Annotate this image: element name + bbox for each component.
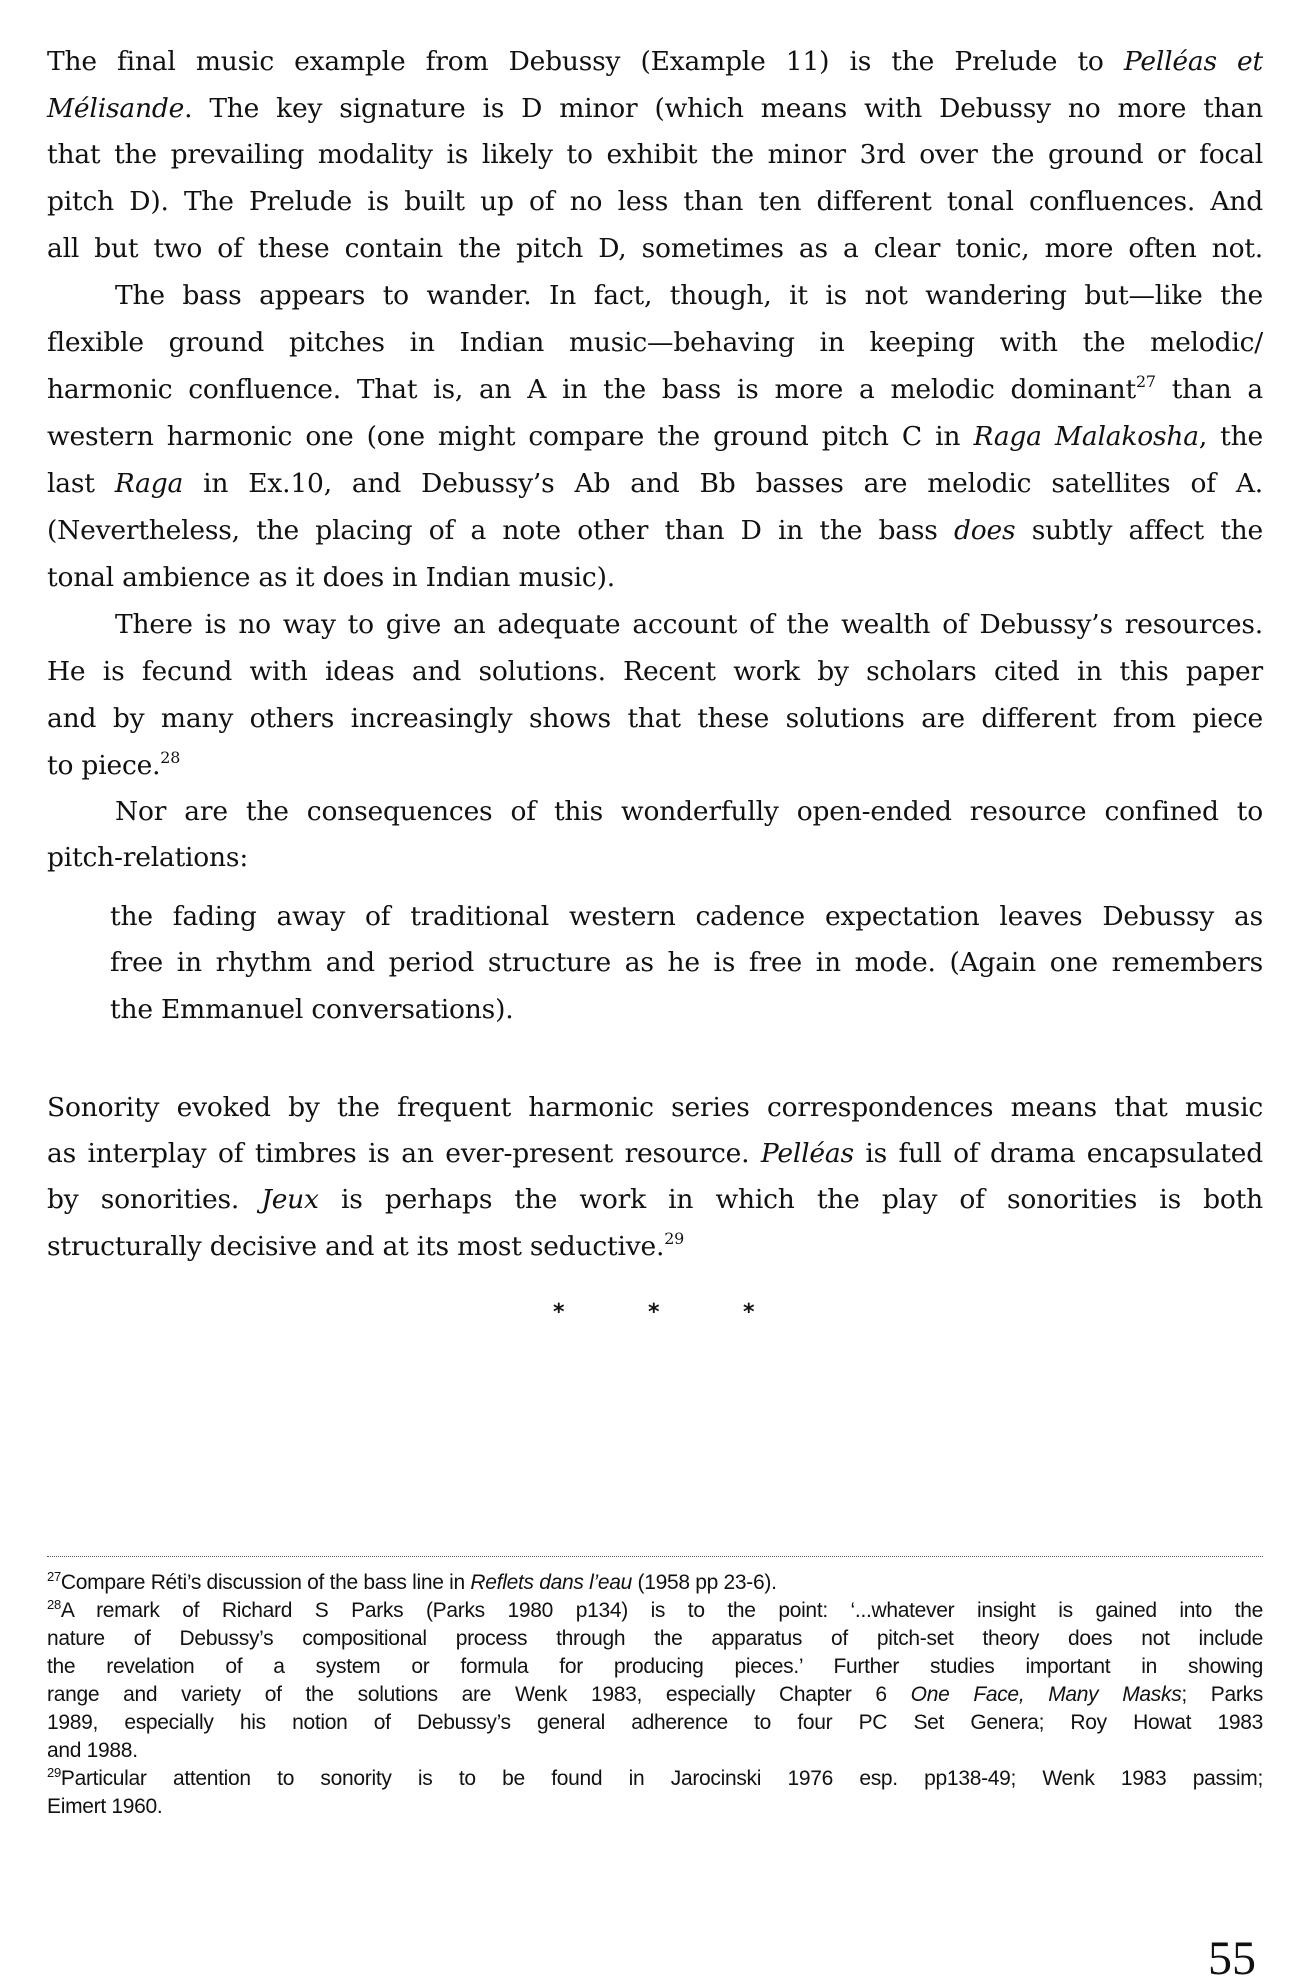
footnote-ref-27[interactable]: 27	[1136, 371, 1156, 391]
text-line: that the prevailing modality is likely to exhibit the minor 3rd over the ground or focal	[47, 139, 1263, 170]
text-line: Mélisande. The key signature is D minor (which means with Debussy no more than	[47, 93, 1263, 124]
text-line: to piece.$^{28}$	[47, 747, 181, 781]
italic-emphasis: does	[953, 515, 1016, 546]
footnote-number: 29	[47, 1765, 61, 1781]
text-line: Nor are the consequences of this wonderfully open-ended resource confined to	[115, 796, 1263, 827]
text-line: tonal ambience as it does in Indian music).	[47, 562, 615, 593]
footnote-ref-28[interactable]: 28	[160, 747, 181, 767]
italic-title: Pelléas et	[1123, 46, 1263, 77]
footnote-29: $^{29}$Particular attention to sonority is to be found in Jarocinski 1976 esp. pp138-49; Wenk 1983 passim;	[47, 1765, 1263, 1790]
italic-title: Jeux	[261, 1184, 319, 1215]
text-line: He is fecund with ideas and solutions. Recent work by scholars cited in this paper	[47, 656, 1263, 687]
page-number: 55	[1208, 1932, 1256, 1985]
footnote-28: $^{28}$A remark of Richard S Parks (Parks 1980 p134) is to the point: ‘...whatever insight is gained into the	[47, 1597, 1263, 1622]
footnote-line: 1989, especially his notion of Debussy’s general adherence to four PC Set Genera; Roy Howat 1983	[47, 1711, 1263, 1734]
quote-line: the fading away of traditional western cadence expectation leaves Debussy as	[110, 901, 1263, 932]
footnote-separator	[47, 1556, 1263, 1557]
text-line: Sonority evoked by the frequent harmonic series correspondences means that music	[47, 1092, 1263, 1123]
quote-line: free in rhythm and period structure as he is free in mode. (Again one remembers	[110, 947, 1263, 978]
italic-title: One Face, Many Masks	[910, 1683, 1182, 1706]
asterisk-icon: *	[743, 1300, 755, 1325]
text-line: as interplay of timbres is an ever-present resource. Pelléas is full of drama encapsulated	[47, 1138, 1263, 1169]
italic-term: Raga	[114, 468, 184, 499]
text-line: and by many others increasingly shows that these solutions are different from piece	[47, 703, 1263, 734]
text-line: western harmonic one (one might compare the ground pitch C in Raga Malakosha, the	[47, 421, 1263, 452]
asterisk-icon: *	[648, 1300, 660, 1325]
text-line: pitch-relations:	[47, 842, 249, 873]
text-line: flexible ground pitches in Indian music—behaving in keeping with the melodic/	[47, 327, 1263, 358]
text-line: pitch D). The Prelude is built up of no less than ten different tonal confluences. And	[47, 186, 1263, 217]
footnote-number: 27	[47, 1569, 61, 1585]
asterisk-icon: *	[553, 1300, 565, 1325]
text-line: The final music example from Debussy (Example 11) is the Prelude to Pelléas et	[47, 46, 1263, 77]
footnote-27: $^{27}$Compare Réti’s discussion of the bass line in Reflets dans l’eau (1958 pp 23-6).	[47, 1569, 777, 1594]
footnote-line: range and variety of the solutions are Wenk 1983, especially Chapter 6 One Face, Many Masks; Parks	[47, 1683, 1263, 1706]
text-line: (Nevertheless, the placing of a note other than D in the bass does subtly affect the	[47, 515, 1264, 546]
text-line: The bass appears to wander. In fact, though, it is not wandering but—like the	[115, 280, 1263, 311]
text-line: all but two of these contain the pitch D, sometimes as a clear tonic, more often not.	[47, 233, 1263, 264]
footnote-line: and 1988.	[47, 1739, 138, 1762]
text-line: by sonorities. Jeux is perhaps the work in which the play of sonorities is both	[47, 1184, 1263, 1215]
italic-title: Reflets dans l’eau	[470, 1571, 632, 1594]
footnote-ref-29[interactable]: 29	[664, 1228, 685, 1248]
text-line: last Raga in Ex.10, and Debussy’s Ab and Bb basses are melodic satellites of A.	[47, 468, 1263, 499]
text-line: harmonic confluence. That is, an A in the bass is more a melodic dominant$^{27}$ than a	[47, 371, 1263, 405]
footnote-number: 28	[47, 1597, 61, 1613]
footnote-line: Eimert 1960.	[47, 1795, 163, 1818]
text-line: There is no way to give an adequate account of the wealth of Debussy’s resources.	[115, 609, 1263, 640]
italic-title: Pelléas	[760, 1138, 854, 1169]
footnote-line: the revelation of a system or formula for producing pieces.’ Further studies important in showing	[47, 1655, 1263, 1678]
footnote-line: nature of Debussy’s compositional process through the apparatus of pitch-set theory does not include	[47, 1627, 1263, 1650]
text-line: structurally decisive and at its most seductive.$^{29}$	[47, 1228, 685, 1262]
italic-title: Mélisande	[47, 93, 185, 124]
italic-title: Raga Malakosha	[973, 421, 1199, 452]
quote-line: the Emmanuel conversations).	[110, 994, 514, 1025]
section-break	[0, 1300, 1304, 1330]
